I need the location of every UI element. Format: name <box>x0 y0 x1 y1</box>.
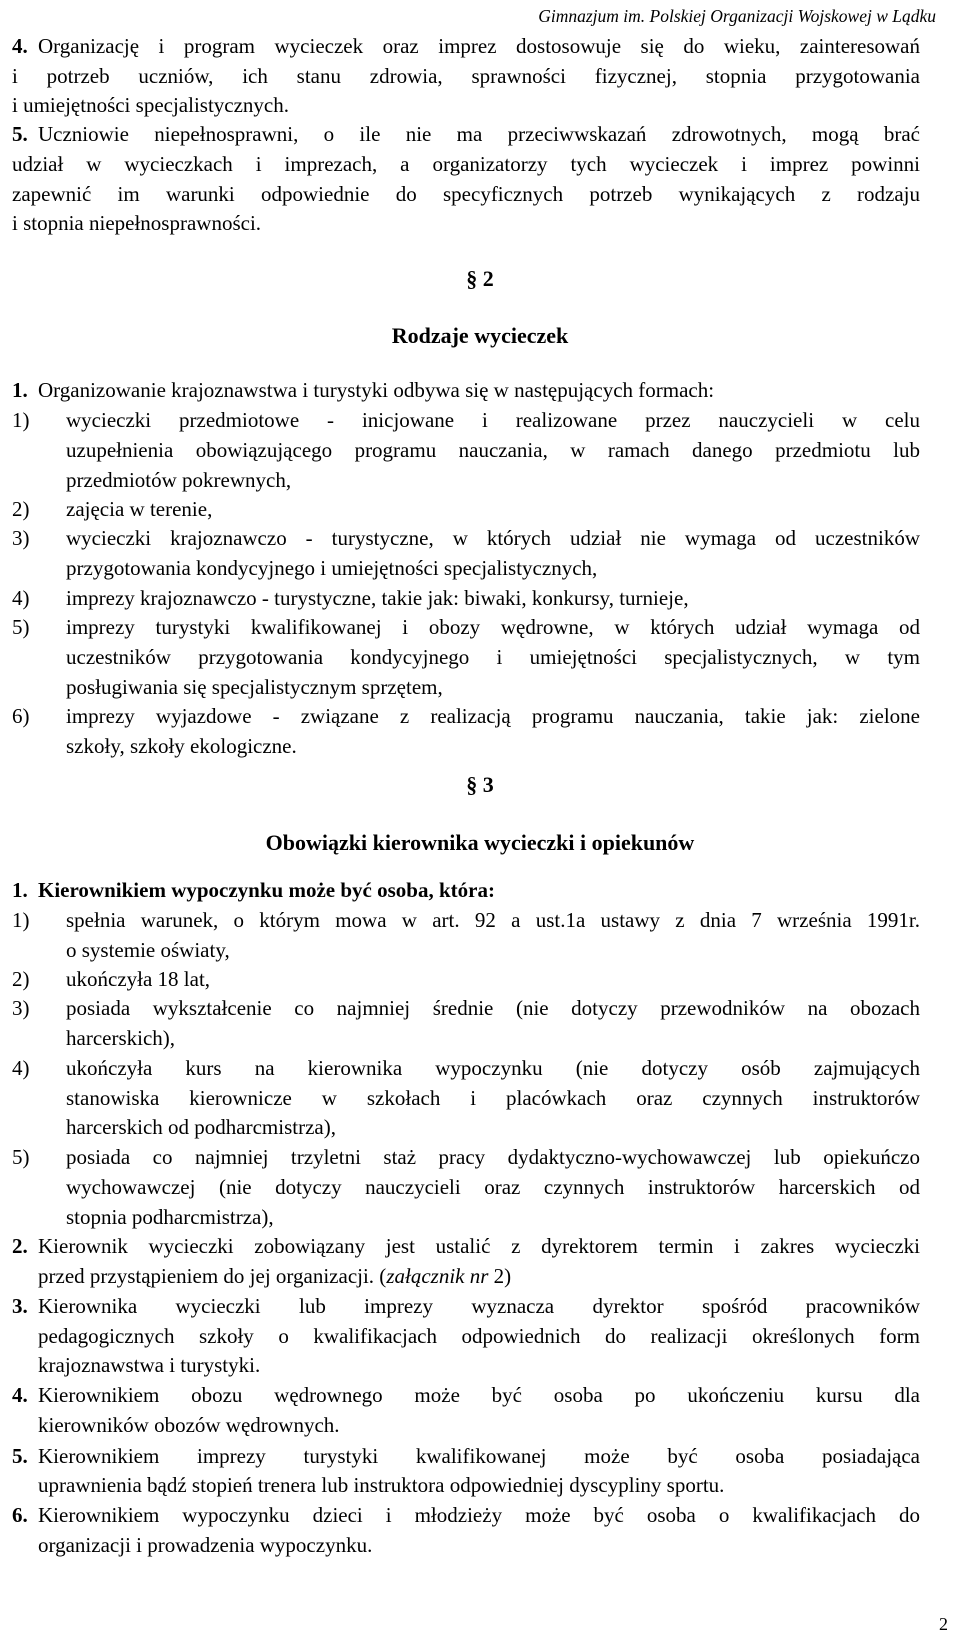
paragraph-number: 4. <box>12 34 28 58</box>
section-title: Obowiązki kierownika wycieczki i opiekunów <box>265 830 695 855</box>
page-header: Gimnazjum im. Polskiej Organizacji Wojskowej w Lądku <box>538 6 936 26</box>
section-symbol: § 2 <box>466 266 494 291</box>
text-line: zapewnić im warunki odpowiednie do specyficznych potrzeb wynikających z rodzaju <box>12 182 920 206</box>
text-line: Kierownikiem obozu wędrownego może być osoba po ukończeniu kursu dla <box>38 1383 920 1407</box>
paragraph-number: 5. <box>12 1444 28 1468</box>
item-number: 1) <box>12 408 30 432</box>
item-number: 1) <box>12 908 30 932</box>
text-fragment: przed przystąpieniem do jej organizacji. ( <box>38 1264 387 1288</box>
text-line: Uczniowie niepełnosprawni, o ile nie ma przeciwwskazań zdrowotnych, mogą brać <box>38 122 920 146</box>
text-line: Organizację i program wycieczek oraz imprez dostosowuje się do wieku, zainteresowań <box>38 34 920 58</box>
text-line: szkoły, szkoły ekologiczne. <box>66 734 297 758</box>
text-line-with-attachment <box>38 1266 511 1287</box>
text-line: udział w wycieczkach i imprezach, a organizatorzy tych wycieczek i imprez powinni <box>12 152 920 176</box>
text-line: krajoznawstwa i turystyki. <box>38 1353 261 1377</box>
text-line: posługiwania się specjalistycznym sprzętem, <box>66 675 443 699</box>
text-line: przedmiotów pokrewnych, <box>66 468 292 492</box>
text-line: posiada wykształcenie co najmniej średnie (nie dotyczy przewodników na obozach <box>66 996 920 1020</box>
text-line: Kierownikiem wypoczynku dzieci i młodzieży może być osoba o kwalifikacjach do <box>38 1503 920 1527</box>
text-line: uprawnienia bądź stopień trenera lub instruktora odpowiedniej dyscypliny sportu. <box>38 1473 725 1497</box>
text-line: Kierownik wycieczki zobowiązany jest ustalić z dyrektorem termin i zakres wycieczki <box>38 1234 920 1258</box>
text-line: o systemie oświaty, <box>66 938 230 962</box>
paragraph-number: 1. <box>12 378 28 402</box>
text-line: imprezy wyjazdowe - związane z realizacją programu nauczania, takie jak: zielone <box>66 704 920 728</box>
text-line: Kierownikiem wypoczynku może być osoba, która: <box>38 878 495 902</box>
item-number: 4) <box>12 1056 30 1080</box>
text-line: ukończyła kurs na kierownika wypoczynku (nie dotyczy osób zajmujących <box>66 1056 920 1080</box>
item-number: 3) <box>12 996 30 1020</box>
text-line: kierowników obozów wędrownych. <box>38 1413 340 1437</box>
text-line: wycieczki krajoznawczo - turystyczne, w których udział nie wymaga od uczestników <box>66 526 920 550</box>
paragraph-number: 2. <box>12 1234 28 1258</box>
item-number: 5) <box>12 615 30 639</box>
text-line: harcerskich od podharcmistrza), <box>66 1115 336 1139</box>
text-line: i umiejętności specjalistycznych. <box>12 93 289 117</box>
attachment-reference: załącznik nr <box>386 1264 489 1288</box>
text-line: ukończyła 18 lat, <box>66 967 211 991</box>
paragraph-number: 1. <box>12 878 28 902</box>
item-number: 3) <box>12 526 30 550</box>
page-number: 2 <box>939 1614 948 1634</box>
text-line: stopnia podharcmistrza), <box>66 1205 274 1229</box>
text-line: pedagogicznych szkoły o kwalifikacjach odpowiednich do realizacji określonych form <box>38 1324 920 1348</box>
text-line: spełnia warunek, o którym mowa w art. 92 a ust.1a ustawy z dnia 7 września 1991r. <box>66 908 920 932</box>
text-line: uczestników przygotowania kondycyjnego i umiejętności specjalistycznych, w tym <box>66 645 920 669</box>
item-number: 2) <box>12 497 30 521</box>
section-title: Rodzaje wycieczek <box>391 323 569 348</box>
text-line: harcerskich), <box>66 1026 176 1050</box>
text-line: Kierownikiem imprezy turystyki kwalifikowanej może być osoba posiadająca <box>38 1444 920 1468</box>
text-line: i potrzeb uczniów, ich stanu zdrowia, sprawności fizycznej, stopnia przygotowania <box>12 64 920 88</box>
text-line: organizacji i prowadzenia wypoczynku. <box>38 1533 373 1557</box>
text-line: imprezy krajoznawczo - turystyczne, takie jak: biwaki, konkursy, turnieje, <box>66 586 689 610</box>
text-line: posiada co najmniej trzyletni staż pracy dydaktyczno-wychowawczej lub opiekuńczo <box>66 1145 920 1169</box>
text-line: uzupełnienia obowiązującego programu nauczania, w ramach danego przedmiotu lub <box>66 438 920 462</box>
text-line: przygotowania kondycyjnego i umiejętności specjalistycznych, <box>66 556 598 580</box>
text-line: wychowawczej (nie dotyczy nauczycieli oraz czynnych instruktorów harcerskich od <box>66 1175 920 1199</box>
text-line: Organizowanie krajoznawstwa i turystyki odbywa się w następujących formach: <box>38 378 715 402</box>
item-number: 5) <box>12 1145 30 1169</box>
text-line: imprezy turystyki kwalifikowanej i obozy wędrowne, w których udział wymaga od <box>66 615 920 639</box>
text-line: wycieczki przedmiotowe - inicjowane i realizowane przez nauczycieli w celu <box>66 408 920 432</box>
item-number: 4) <box>12 586 30 610</box>
item-number: 6) <box>12 704 30 728</box>
section-symbol: § 3 <box>466 772 494 797</box>
text-line: zajęcia w terenie, <box>66 497 213 521</box>
paragraph-number: 4. <box>12 1383 28 1407</box>
text-fragment: 2) <box>488 1264 512 1288</box>
paragraph-number: 3. <box>12 1294 28 1318</box>
paragraph-number: 5. <box>12 122 28 146</box>
text-line: i stopnia niepełnosprawności. <box>12 211 262 235</box>
text-line: Kierownika wycieczki lub imprezy wyznacza dyrektor spośród pracowników <box>38 1294 920 1318</box>
paragraph-number: 6. <box>12 1503 28 1527</box>
text-line: stanowiska kierownicze w szkołach i placówkach oraz czynnych instruktorów <box>66 1086 920 1110</box>
item-number: 2) <box>12 967 30 991</box>
